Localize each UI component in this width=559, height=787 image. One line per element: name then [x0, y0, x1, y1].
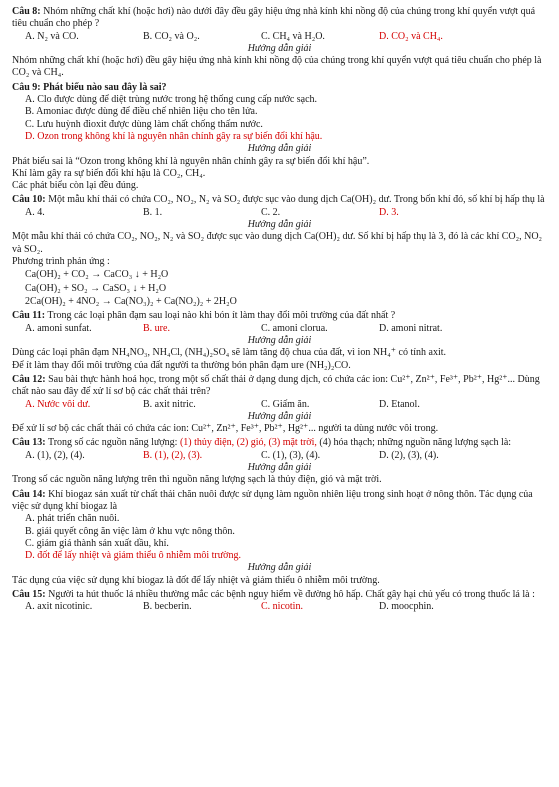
option-a: A. phát triển chăn nuôi.: [25, 513, 120, 525]
question-text: (4) hóa thạch; những nguồn năng lượng sạch là:: [316, 437, 512, 449]
question-text: Sau bài thực hành hoá học, trong một số chất thải ở dạng dung dịch, có chứa các ion: Cu²⁺, Zn²⁺, Fe³⁺, Pb²⁺, Hg²⁺... Dùng chất nào sau đây để xử lí sơ bộ các chất thải trên?: [12, 373, 540, 398]
option-a: A. amoni sunfat.: [25, 322, 92, 334]
option-b: B. axit nitric.: [143, 398, 196, 410]
solution-text: Nhóm những chất khí (hoặc hơi) đều gây hiệu ứng nhà kính khi nồng độ của chúng trong khí quyển vượt quá tiêu chuẩn cho phép là CO₂ và CH₄.: [12, 55, 542, 79]
option-a-correct: A. Nước vôi dư.: [25, 398, 91, 410]
solution-heading: Hướng dẫn giải: [247, 219, 312, 231]
solution-heading: Hướng dẫn giải: [247, 562, 312, 574]
option-b-correct: B. (1), (2), (3).: [143, 449, 203, 461]
solution-line: Một mẫu khí thải có chứa CO₂, NO₂, N₂ và SO₂ được sục vào dung dịch Ca(OH)₂ dư. Số khí bị hấp thụ là 3, đó là các khí CO₂, NO₂ và SO₂.: [12, 231, 543, 255]
question-13: [12, 437, 547, 486]
options-row: [12, 31, 547, 43]
options-row: [12, 399, 547, 411]
options-row: [12, 323, 547, 335]
options-row: [12, 207, 547, 219]
option-c: C. Lưu huỳnh đioxit được dùng làm chất chống thấm nước.: [25, 118, 263, 130]
question-15: [12, 589, 547, 614]
equation: Ca(OH)₂ + SO₂ → CaSO₃ ↓ + H₂O: [25, 282, 167, 294]
option-d-correct: D. CO₂ và CH₄.: [379, 30, 443, 42]
option-a: A. 4.: [25, 206, 45, 218]
option-d-correct: D. đốt để lấy nhiệt và giảm thiểu ô nhiễm môi trường.: [25, 550, 241, 562]
option-b: B. 1.: [143, 206, 163, 218]
question-11: [12, 310, 547, 371]
option-a: A. axit nicotinic.: [25, 601, 93, 613]
option-d: D. (2), (3), (4).: [379, 449, 439, 461]
equation: 2Ca(OH)₂ + 4NO₂ → Ca(NO₃)₂ + Ca(NO₂)₂ + 2H₂O: [25, 296, 237, 308]
question-number: Câu 15:: [12, 588, 46, 600]
question-text: Trong các loại phân đạm sau loại nào khi bón ít làm thay đổi môi trường của đất nhất ?: [47, 310, 396, 322]
option-a: A. (1), (2), (4).: [25, 449, 85, 461]
option-c: C. 2.: [261, 206, 281, 218]
option-c-correct: C. nicotin.: [261, 601, 303, 613]
option-b: B. Amoniac được dùng để điều chế nhiên liệu cho tên lửa.: [25, 106, 258, 118]
question-number: Câu 8:: [12, 6, 41, 17]
question-text: Một mẫu khí thải có chứa CO₂, NO₂, N₂ và SO₂ được sục vào dung dịch Ca(OH)₂ dư. Trong bốn khí đó, số khí bị hấp thụ là: [48, 194, 545, 206]
question-12: [12, 374, 547, 435]
option-c: C. amoni clorua.: [261, 322, 328, 334]
solution-text: Tác dụng của việc sử dụng khí biogaz là đốt để lấy nhiệt và giảm thiểu ô nhiễm môi trường.: [12, 574, 380, 586]
option-d-correct: D. 3.: [379, 206, 399, 218]
solution-line: Phương trình phản ứng :: [12, 255, 110, 267]
option-d-correct: D. Ozon trong không khí là nguyên nhân chính gây ra sự biến đổi khí hậu.: [25, 130, 323, 142]
equation: Ca(OH)₂ + CO₂ → CaCO₃ ↓ + H₂O: [25, 269, 169, 281]
question-text-highlight: (1) thủy điện, (2) gió, (3) mặt trời,: [179, 437, 317, 449]
option-a: A. Clo được dùng để diệt trùng nước trong hệ thống cung cấp nước sạch.: [25, 94, 318, 106]
option-b: B. becberin.: [143, 601, 192, 613]
question-number: Câu 14:: [12, 488, 46, 500]
option-b: B. giải quyết công ăn việc làm ở khu vực nông thôn.: [25, 525, 235, 537]
option-c: C. Giấm ăn.: [261, 398, 310, 410]
solution-heading: Hướng dẫn giải: [247, 335, 312, 347]
solution-heading: Hướng dẫn giải: [247, 462, 312, 474]
solution-line: Phát biểu sai là “Ozon trong không khí là nguyên nhân chính gây ra sự biến đổi khí hậu”.: [12, 155, 370, 167]
option-c: C. CH₄ và H₂O.: [261, 30, 325, 42]
question-10: [12, 194, 547, 308]
options-row: [12, 450, 547, 462]
options-row: [12, 601, 547, 613]
question-text: Phát biểu nào sau đây là sai?: [43, 81, 167, 93]
question-number: Câu 11:: [12, 310, 46, 322]
option-d: D. amoni nitrat.: [379, 322, 443, 334]
question-number: Câu 10:: [12, 194, 46, 206]
question-text: Trong số các nguồn năng lượng:: [47, 437, 180, 449]
option-c: C. (1), (3), (4).: [261, 449, 321, 461]
question-number: Câu 12:: [12, 373, 46, 385]
solution-line: Để ít làm thay đổi môi trường của đất người ta thường bón phân đạm ure (NH₂)₂CO.: [12, 359, 351, 371]
question-number: Câu 13:: [12, 437, 46, 449]
solution-text: Trong số các nguồn năng lượng trên thì nguồn năng lượng sạch là thủy điện, gió và mặt trời.: [12, 474, 382, 486]
solution-heading: Hướng dẫn giải: [247, 143, 312, 155]
solution-line: Các phát biểu còn lại đều đúng.: [12, 180, 139, 192]
option-a: A. N₂ và CO.: [25, 30, 79, 42]
option-d: D. Etanol.: [379, 398, 420, 410]
option-c: C. giảm giá thành sản xuất dầu, khí.: [25, 537, 169, 549]
solution-line: Khí làm gây ra sự biến đổi khí hậu là CO₂, CH₄.: [12, 167, 206, 179]
option-b: B. CO₂ và O₂.: [143, 30, 200, 42]
solution-heading: Hướng dẫn giải: [247, 410, 312, 422]
question-8: [12, 6, 547, 80]
solution-heading: Hướng dẫn giải: [247, 42, 312, 54]
option-b-correct: B. ure.: [143, 322, 170, 334]
question-9: [12, 82, 547, 193]
question-number: Câu 9:: [12, 81, 41, 93]
solution-line: Dùng các loại phân đạm NH₄NO₃, NH₄Cl, (NH₄)₂SO₄ sẽ làm tăng độ chua của đất, vì ion NH₄⁺ có tính axit.: [12, 347, 447, 359]
option-d: D. moocphin.: [379, 601, 434, 613]
question-text: Người ta hút thuốc lá nhiều thường mắc các bệnh nguy hiểm về đường hô hấp. Chất gây hại chủ yếu có trong thuốc lá là :: [48, 588, 535, 600]
question-text: Nhóm những chất khí (hoặc hơi) nào dưới đây đều gây hiệu ứng nhà kính khi nồng độ của chúng trong khí quyển vượt quá tiêu chuẩn cho phép ?: [12, 6, 536, 30]
question-text: Khí biogaz sản xuất từ chất thải chăn nuôi được sử dụng làm nguồn nhiên liệu trong sinh hoạt ở nông thôn. Tác dụng của việc sử dụng khí biogaz là: [12, 488, 533, 512]
solution-text: Để xử lí sơ bộ các chất thải có chứa các ion: Cu²⁺, Zn²⁺, Fe³⁺, Pb²⁺, Hg²⁺... người ta dùng nước vôi trong.: [12, 423, 439, 435]
question-14: [12, 489, 547, 587]
